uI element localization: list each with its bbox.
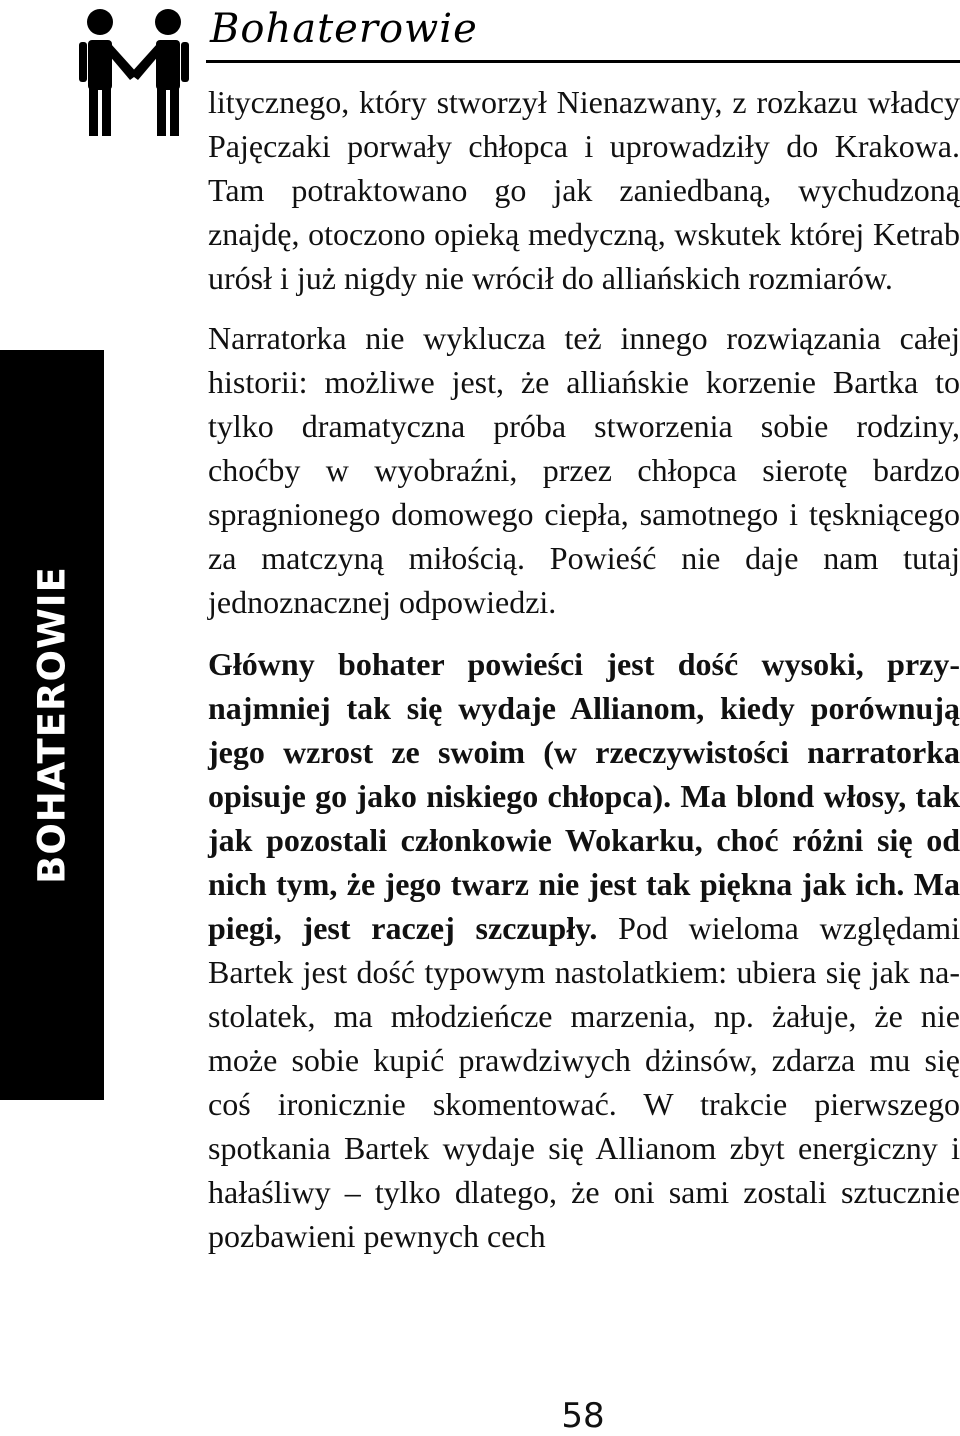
two-people-icon: [78, 4, 190, 136]
right-person-head: [155, 9, 181, 35]
paragraph-2: [208, 316, 960, 624]
paragraph-3-text: Pod wieloma względami Bartek jest dość typowym nastolatkiem: ubiera się jak nastolatek, ma młodzieńcze marzenia, np. żałuje, że nie może sobie kupić prawdziwych dżinsów, zdarza mu się coś ironicznie skomentować. W trakcie pierwszego spotkania Bartek wydaje się Allianom zbyt energiczny i hałaśliwy – tylko dlatego, że oni sami zostali sztucznie pozbawieni pewnych cech: [208, 910, 960, 1254]
paragraph-1: [208, 80, 960, 300]
side-tab-label: BOHATEROWIE: [30, 566, 74, 884]
paragraph-3-bold: Główny bohater powieści jest dość wysoki, przynajmniej tak się wydaje Allianom, kiedy porównują jego wzrost ze swoim (w rzeczywistości narratorka opisuje go jako niskiego chłopca). Ma blond włosy, tak jak pozostali członkowie Wokarku, choć różni się od nich tym, że jego twarz nie jest tak piękna jak ich. Ma piegi, jest raczej szczupły.: [208, 646, 960, 946]
paragraph-3: [208, 642, 960, 1258]
left-person-head: [87, 9, 113, 35]
page-title: Bohaterowie: [210, 6, 478, 52]
side-tab: [0, 350, 104, 1100]
paragraph-2-text: Narratorka nie wyklucza też innego rozwiązania całej historii: możliwe jest, że alliańskie korzenie Bartka to tylko dramatyczna próba stworzenia sobie rodziny, choćby w wyobraźni, przez chłopca sierotę bardzo spragnionego domowego ciepła, samotnego i tęskniącego za matczyną miłością. Powieść nie daje nam tutaj jednoznacznej odpowiedzi.: [208, 320, 960, 620]
paragraph-1-text: litycznego, który stworzył Nienazwany, z rozkazu władcy Pajęczaki porwały chłopca i uprowadziły do Krakowa. Tam potraktowano go jak zaniedbaną, wychudzoną znajdę, otoczono opieką medyczną, wskutek której Ketrab urósł i już nigdy nie wrócił do alliańskich rozmiarów.: [208, 84, 960, 296]
header-rule: [206, 60, 960, 63]
page-number: 58: [561, 1396, 605, 1436]
body-text: [208, 80, 960, 1276]
